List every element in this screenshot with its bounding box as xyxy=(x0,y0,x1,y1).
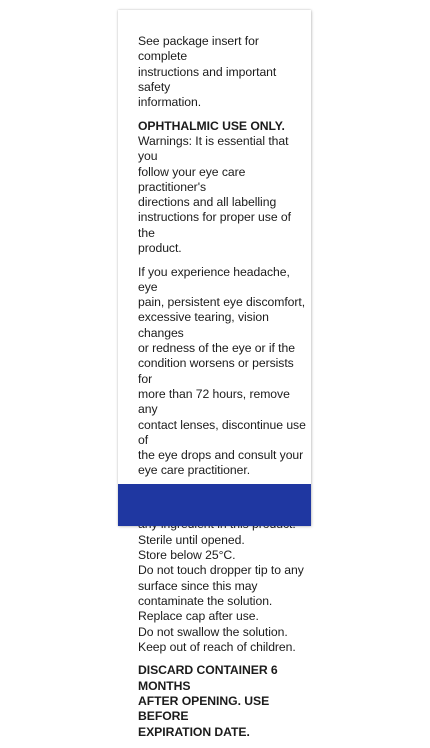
label-text-block xyxy=(138,34,310,748)
blue-color-band xyxy=(118,484,311,526)
intro-text: See package insert for complete instructions and important safety information. xyxy=(138,34,277,110)
instructions-text: Sterile until opened. Store below 25°C. Do not touch dropper tip to any surface since this may contaminate the solution. Replace cap after use. Do not swallow the solution. Keep out of reach of children. xyxy=(138,532,304,654)
warnings-section xyxy=(138,119,310,257)
ophthalmic-heading: OPHTHALMIC USE ONLY. xyxy=(138,118,285,133)
discard-notice: DISCARD CONTAINER 6 MONTHS AFTER OPENING. USE BEFORE EXPIRATION DATE. xyxy=(138,663,278,739)
warnings-text: Warnings: It is essential that you follow your eye care practitioner's directions and all labelling instructions for proper use of the product. xyxy=(138,133,291,256)
symptoms-text: If you experience headache, eye pain, persistent eye discomfort, excessive tearing, vision changes or redness of the eye or if the condition worsens or persists for more than 72 hours, remove any contact lenses, discontinue use of the eye drops and consult your eye care practitioner. xyxy=(138,264,306,478)
package-side-panel xyxy=(118,10,311,739)
